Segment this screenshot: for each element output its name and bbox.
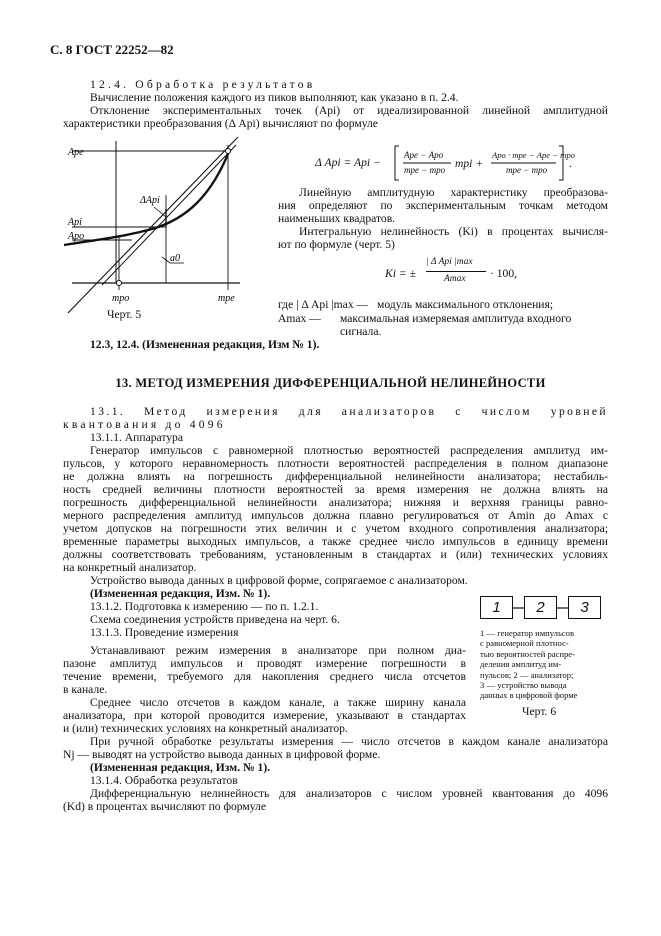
text-line: квантования до 4096 [63,418,226,431]
text-line: Интегральную нелинейность (Ki) в процентах вычисля- [299,225,608,238]
text-line: на конкретный анализатор. [63,561,197,574]
text-line: анализатора, при которой проводится измерение, указывают в стандартах [63,709,466,722]
edit-note-2: (Измененная редакция, Изм. № 1). [90,587,271,600]
text-line: мерного распределения амплитуд импульсов должна плавно регулироваться от Amin до Amax с [63,509,608,522]
formula-1-frac1-den: mре − mро [404,165,446,175]
text-line: Дифференциальную нелинейность для анализаторов с числом уровней квантования до 4096 [90,787,608,800]
formula-2-num: | Δ Aрi |max [426,257,473,267]
text-line: в канале. [63,683,108,696]
text-line: не должна влиять на погрешность дифференциальной нелинейности анализатора; нестабиль- [63,470,608,483]
label-api: Apі [68,217,82,228]
section-12-4-heading: 12.4. Обработка результатов [90,78,316,91]
section-13-title: 13. МЕТОД ИЗМЕРЕНИЯ ДИФФЕРЕНЦИАЛЬНОЙ НЕЛИНЕЙНОСТИ [115,376,546,390]
label-mpo: mрo [112,293,130,304]
text-line: пазоне амплитуд импульсов и проводят измерение погрешности в [63,657,466,670]
formula-1-frac2-den: mре − mро [506,165,548,175]
label-ape: Aрe [68,147,84,158]
text-line: ния определяют по экспериментальным точкам методом [278,199,608,212]
figure-6-caption-line: тью вероятностей распре- [480,648,575,659]
edit-note-1: 12.3, 12.4. (Измененная редакция, Изм № 1). [90,338,320,351]
text-line: Генератор импульсов с равномерной плотностью вероятностей распределения амплитуд им- [90,444,608,457]
label-mpe: mрe [218,293,235,304]
text-line: Линейную амплитудную характеристику преобразова- [299,186,608,199]
text-line: Вычисление положения каждого из пиков выполняют, как указано в п. 2.4. [90,91,459,104]
figure-6-caption-line: с равномерной плотнос- [480,638,569,649]
figure-6-connectors [512,605,572,611]
figure-6-title: Черт. 6 [522,705,557,718]
text-line: временные параметры выходных импульсов, а также среднее число импульсов в единицу времени [63,535,608,548]
figure-6-box-3: 3 [568,596,601,619]
figure-6-caption-line: пульсов; 2 — анализатор; [480,669,574,680]
formula-2-bar [426,271,486,272]
text-line: 13.1. Метод измерения для анализаторов с числом уровней [90,405,608,418]
text-line: пульсов, у которого неравномерность плотности вероятностей распределения в полном диапазоне [63,457,608,470]
figure-5-diagram [62,135,262,325]
where-text-2: максимальная измеряемая амплитуда входного [340,312,572,325]
text-line: учетом допусков на погрешности этих величин и с учетом входного сопротивления анализатора; [63,522,608,535]
label-a0: a0 [170,253,180,264]
formula-1-lhs: Δ Aрi = Aрi − [315,156,381,169]
text-line: наименьших квадратов. [278,212,396,225]
figure-6-box-1: 1 [480,596,513,619]
subheading-13-1-1: 13.1.1. Аппаратура [90,431,184,444]
formula-1-mid: mрi + [455,157,484,170]
text-line: Отклонение экспериментальных точек (Aрi) от идеализированной линейной амплитудной [90,104,608,117]
text-line: 13.1.2. Подготовка к измерению — по п. 1.2.1. [90,600,319,613]
point-mpo [117,281,122,286]
figure-5-caption: Черт. 5 [107,308,142,321]
where-label-2: Amax — [278,312,321,325]
label-apo: Apo [68,231,85,242]
text-line: При ручной обработке результаты измерения — число отсчетов в каждом канале анализатора [90,735,608,748]
subheading-13-1-3: 13.1.3. Проведение измерения [90,626,239,639]
text-line: Nj — выводят на устройство вывода данных в цифровой форме. [63,748,381,761]
edit-note-3: (Измененная редакция, Изм. № 1). [90,761,271,774]
text-line: (Kd) в процентах вычисляют по формуле [63,800,266,813]
point-ape [226,149,231,154]
text-line: должны соответствовать требованиям, установленным в стандартах и (или) технических условиях [63,548,608,561]
figure-6-caption-line: данных в цифровой форме [480,690,578,701]
figure-6-caption [480,628,602,701]
formula-1-frac2-num: Aро · mре − Aре − mро [492,150,575,160]
figure-6-caption-line: 3 — устройство вывода [480,680,567,691]
where-label-1: где | Δ Aрi |max — [278,298,369,311]
formula-1-end: . [569,157,572,170]
text-line: Устройство вывода данных в цифровой форме, сопрягаемое с анализатором. [90,574,468,587]
text-line: погрешность дифференциальной нелинейности анализатора; нижняя и верхняя границы равно- [63,496,608,509]
formula-2-den: Amax [444,274,466,284]
figure-6-caption-line: деления амплитуд им- [480,659,562,670]
text-line: течение времени, требуемого для накопления среднего числа отсчетов [63,670,466,683]
text-line: Устанавливают режим измерения в анализаторе при полном диа- [90,644,466,657]
text-line: характеристики преобразования (Δ Aрi) вычисляют по формуле [63,117,378,130]
formula-2-tail: · 100, [490,267,518,280]
text-line: и (или) технических условиях на конкретный анализатор. [63,722,348,735]
text-line: ют по формуле (черт. 5) [278,238,395,251]
label-dapi: ΔApi [140,195,160,206]
page-header: С. 8 ГОСТ 22252—82 [50,42,174,57]
text-line: ность средней величины плотности вероятностей за время измерения не должна влиять на [63,483,608,496]
figure-6-box-2: 2 [524,596,557,619]
subheading-13-1-4: 13.1.4. Обработка результатов [90,774,238,787]
parallel-line [102,145,236,285]
ideal-line [68,137,238,313]
where-text-3: сигнала. [340,325,382,338]
formula-2-lhs: Ki = ± [385,267,416,280]
figure-6-caption-line: 1 — генератор импульсов [480,628,575,638]
text-line: Среднее число отсчетов в каждом канале, а также ширину канала [90,696,466,709]
text-line: Схема соединения устройств приведена на черт. 6. [90,613,340,626]
where-text-1: модуль максимального отклонения; [377,298,554,311]
formula-1-frac1-num: Aре − Aро [404,150,444,160]
